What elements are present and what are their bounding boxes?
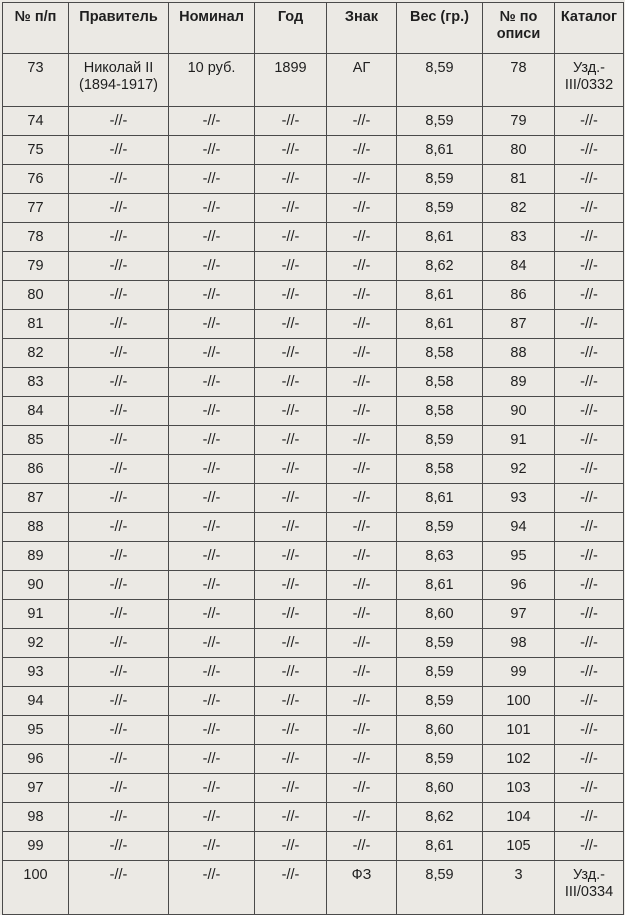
cell-col-mark: -//-	[327, 368, 397, 397]
cell-col-denomination: -//-	[169, 600, 255, 629]
cell-col-inventory-number: 102	[483, 745, 555, 774]
cell-col-ruler: -//-	[69, 310, 169, 339]
table-row	[3, 281, 624, 310]
cell-col-catalog: -//-	[555, 600, 624, 629]
cell-col-weight: 8,59	[397, 426, 483, 455]
header-col-weight: Вес (гр.)	[397, 3, 483, 54]
header-col-inventory-number: № по описи	[483, 3, 555, 54]
cell-col-catalog: -//-	[555, 571, 624, 600]
cell-col-ruler: -//-	[69, 397, 169, 426]
cell-col-inventory-number: 78	[483, 54, 555, 107]
table-row	[3, 571, 624, 600]
cell-col-number: 73	[3, 54, 69, 107]
table-row	[3, 803, 624, 832]
cell-col-mark: -//-	[327, 774, 397, 803]
table-row	[3, 54, 624, 107]
cell-col-year: -//-	[255, 397, 327, 426]
header-col-ruler: Правитель	[69, 3, 169, 54]
cell-col-denomination: -//-	[169, 339, 255, 368]
cell-col-number: 83	[3, 368, 69, 397]
cell-col-inventory-number: 103	[483, 774, 555, 803]
cell-col-weight: 8,59	[397, 658, 483, 687]
table-row	[3, 513, 624, 542]
cell-col-mark: -//-	[327, 745, 397, 774]
cell-col-year: -//-	[255, 194, 327, 223]
cell-col-weight: 8,59	[397, 687, 483, 716]
cell-col-catalog: -//-	[555, 455, 624, 484]
cell-col-mark: -//-	[327, 658, 397, 687]
cell-col-ruler: -//-	[69, 339, 169, 368]
table-row	[3, 136, 624, 165]
cell-col-number: 88	[3, 513, 69, 542]
cell-col-ruler: -//-	[69, 165, 169, 194]
cell-col-number: 93	[3, 658, 69, 687]
cell-col-denomination: -//-	[169, 397, 255, 426]
cell-col-denomination: -//-	[169, 571, 255, 600]
cell-col-inventory-number: 82	[483, 194, 555, 223]
header-col-denomination: Номинал	[169, 3, 255, 54]
cell-col-year: -//-	[255, 484, 327, 513]
cell-col-weight: 8,60	[397, 716, 483, 745]
table-body	[3, 54, 624, 915]
cell-col-inventory-number: 90	[483, 397, 555, 426]
cell-col-inventory-number: 94	[483, 513, 555, 542]
cell-col-ruler: -//-	[69, 223, 169, 252]
cell-col-inventory-number: 80	[483, 136, 555, 165]
cell-col-denomination: -//-	[169, 716, 255, 745]
cell-col-inventory-number: 87	[483, 310, 555, 339]
cell-col-mark: -//-	[327, 716, 397, 745]
cell-col-number: 89	[3, 542, 69, 571]
table-row	[3, 397, 624, 426]
cell-col-number: 79	[3, 252, 69, 281]
cell-col-mark: -//-	[327, 513, 397, 542]
cell-col-year: 1899	[255, 54, 327, 107]
cell-col-catalog: -//-	[555, 107, 624, 136]
cell-col-year: -//-	[255, 281, 327, 310]
cell-col-mark: -//-	[327, 571, 397, 600]
cell-col-number: 97	[3, 774, 69, 803]
cell-col-denomination: -//-	[169, 281, 255, 310]
cell-col-number: 76	[3, 165, 69, 194]
cell-col-weight: 8,61	[397, 310, 483, 339]
cell-col-number: 96	[3, 745, 69, 774]
cell-col-year: -//-	[255, 455, 327, 484]
cell-col-ruler: -//-	[69, 861, 169, 915]
cell-col-catalog: -//-	[555, 658, 624, 687]
cell-col-denomination: -//-	[169, 426, 255, 455]
cell-col-year: -//-	[255, 368, 327, 397]
cell-col-year: -//-	[255, 513, 327, 542]
cell-col-year: -//-	[255, 774, 327, 803]
header-col-year: Год	[255, 3, 327, 54]
cell-col-denomination: -//-	[169, 136, 255, 165]
cell-col-inventory-number: 3	[483, 861, 555, 915]
cell-col-ruler: -//-	[69, 629, 169, 658]
cell-col-denomination: 10 руб.	[169, 54, 255, 107]
cell-col-inventory-number: 81	[483, 165, 555, 194]
table-row	[3, 252, 624, 281]
cell-col-catalog: -//-	[555, 629, 624, 658]
cell-col-ruler: -//-	[69, 281, 169, 310]
cell-col-year: -//-	[255, 571, 327, 600]
cell-col-ruler: -//-	[69, 484, 169, 513]
table-row	[3, 629, 624, 658]
cell-col-ruler: Николай II (1894-1917)	[69, 54, 169, 107]
cell-col-mark: -//-	[327, 455, 397, 484]
cell-col-catalog: -//-	[555, 339, 624, 368]
cell-col-weight: 8,59	[397, 107, 483, 136]
cell-col-denomination: -//-	[169, 803, 255, 832]
table-row	[3, 107, 624, 136]
cell-col-denomination: -//-	[169, 194, 255, 223]
cell-col-catalog: -//-	[555, 194, 624, 223]
cell-col-year: -//-	[255, 716, 327, 745]
cell-col-mark: АГ	[327, 54, 397, 107]
cell-col-denomination: -//-	[169, 107, 255, 136]
cell-col-catalog: -//-	[555, 513, 624, 542]
cell-col-weight: 8,59	[397, 629, 483, 658]
cell-col-number: 94	[3, 687, 69, 716]
cell-col-year: -//-	[255, 426, 327, 455]
cell-col-weight: 8,62	[397, 252, 483, 281]
cell-col-ruler: -//-	[69, 658, 169, 687]
cell-col-year: -//-	[255, 687, 327, 716]
cell-col-year: -//-	[255, 223, 327, 252]
cell-col-year: -//-	[255, 136, 327, 165]
cell-col-mark: -//-	[327, 107, 397, 136]
cell-col-year: -//-	[255, 339, 327, 368]
cell-col-inventory-number: 92	[483, 455, 555, 484]
cell-col-number: 98	[3, 803, 69, 832]
table-row	[3, 310, 624, 339]
header-col-catalog: Каталог	[555, 3, 624, 54]
table-row	[3, 339, 624, 368]
cell-col-weight: 8,61	[397, 223, 483, 252]
cell-col-denomination: -//-	[169, 832, 255, 861]
cell-col-catalog: -//-	[555, 745, 624, 774]
cell-col-weight: 8,59	[397, 54, 483, 107]
cell-col-number: 95	[3, 716, 69, 745]
cell-col-ruler: -//-	[69, 716, 169, 745]
cell-col-catalog: -//-	[555, 426, 624, 455]
cell-col-ruler: -//-	[69, 252, 169, 281]
table-row	[3, 484, 624, 513]
cell-col-inventory-number: 86	[483, 281, 555, 310]
table-row	[3, 600, 624, 629]
cell-col-ruler: -//-	[69, 542, 169, 571]
table-row	[3, 716, 624, 745]
cell-col-denomination: -//-	[169, 368, 255, 397]
table-row	[3, 687, 624, 716]
cell-col-number: 99	[3, 832, 69, 861]
cell-col-denomination: -//-	[169, 861, 255, 915]
cell-col-year: -//-	[255, 252, 327, 281]
cell-col-catalog: -//-	[555, 542, 624, 571]
cell-col-inventory-number: 100	[483, 687, 555, 716]
cell-col-inventory-number: 93	[483, 484, 555, 513]
header-col-number: № п/п	[3, 3, 69, 54]
cell-col-mark: -//-	[327, 832, 397, 861]
cell-col-denomination: -//-	[169, 513, 255, 542]
cell-col-weight: 8,61	[397, 484, 483, 513]
cell-col-mark: -//-	[327, 339, 397, 368]
cell-col-weight: 8,58	[397, 397, 483, 426]
cell-col-weight: 8,63	[397, 542, 483, 571]
cell-col-weight: 8,60	[397, 774, 483, 803]
cell-col-mark: -//-	[327, 397, 397, 426]
cell-col-denomination: -//-	[169, 629, 255, 658]
cell-col-inventory-number: 105	[483, 832, 555, 861]
cell-col-year: -//-	[255, 542, 327, 571]
cell-col-number: 90	[3, 571, 69, 600]
cell-col-inventory-number: 83	[483, 223, 555, 252]
table-row	[3, 832, 624, 861]
cell-col-weight: 8,58	[397, 455, 483, 484]
cell-col-mark: ФЗ	[327, 861, 397, 915]
table-row	[3, 223, 624, 252]
cell-col-weight: 8,59	[397, 513, 483, 542]
cell-col-inventory-number: 99	[483, 658, 555, 687]
cell-col-weight: 8,59	[397, 165, 483, 194]
cell-col-inventory-number: 96	[483, 571, 555, 600]
cell-col-ruler: -//-	[69, 774, 169, 803]
cell-col-ruler: -//-	[69, 455, 169, 484]
cell-col-inventory-number: 98	[483, 629, 555, 658]
cell-col-weight: 8,61	[397, 832, 483, 861]
cell-col-year: -//-	[255, 832, 327, 861]
cell-col-catalog: -//-	[555, 281, 624, 310]
cell-col-mark: -//-	[327, 542, 397, 571]
cell-col-ruler: -//-	[69, 745, 169, 774]
cell-col-weight: 8,60	[397, 600, 483, 629]
cell-col-mark: -//-	[327, 687, 397, 716]
coin-inventory-table	[2, 2, 624, 915]
cell-col-mark: -//-	[327, 252, 397, 281]
cell-col-year: -//-	[255, 600, 327, 629]
cell-col-catalog: -//-	[555, 310, 624, 339]
cell-col-catalog: -//-	[555, 716, 624, 745]
cell-col-number: 80	[3, 281, 69, 310]
cell-col-inventory-number: 95	[483, 542, 555, 571]
cell-col-year: -//-	[255, 107, 327, 136]
cell-col-inventory-number: 84	[483, 252, 555, 281]
header-col-mark: Знак	[327, 3, 397, 54]
cell-col-mark: -//-	[327, 136, 397, 165]
cell-col-denomination: -//-	[169, 252, 255, 281]
cell-col-ruler: -//-	[69, 107, 169, 136]
cell-col-number: 86	[3, 455, 69, 484]
table-row	[3, 774, 624, 803]
cell-col-inventory-number: 91	[483, 426, 555, 455]
cell-col-denomination: -//-	[169, 310, 255, 339]
cell-col-catalog: -//-	[555, 687, 624, 716]
cell-col-denomination: -//-	[169, 455, 255, 484]
cell-col-mark: -//-	[327, 281, 397, 310]
cell-col-number: 85	[3, 426, 69, 455]
cell-col-number: 84	[3, 397, 69, 426]
cell-col-inventory-number: 104	[483, 803, 555, 832]
table-row	[3, 165, 624, 194]
cell-col-number: 78	[3, 223, 69, 252]
cell-col-year: -//-	[255, 803, 327, 832]
cell-col-denomination: -//-	[169, 484, 255, 513]
cell-col-catalog: -//-	[555, 165, 624, 194]
cell-col-year: -//-	[255, 861, 327, 915]
cell-col-ruler: -//-	[69, 136, 169, 165]
table-row	[3, 426, 624, 455]
cell-col-year: -//-	[255, 745, 327, 774]
cell-col-catalog: Узд.- III/0334	[555, 861, 624, 915]
cell-col-weight: 8,62	[397, 803, 483, 832]
table-row	[3, 542, 624, 571]
cell-col-denomination: -//-	[169, 658, 255, 687]
cell-col-inventory-number: 101	[483, 716, 555, 745]
cell-col-weight: 8,59	[397, 194, 483, 223]
cell-col-number: 81	[3, 310, 69, 339]
cell-col-weight: 8,59	[397, 861, 483, 915]
cell-col-catalog: -//-	[555, 136, 624, 165]
cell-col-mark: -//-	[327, 165, 397, 194]
table-row	[3, 455, 624, 484]
cell-col-weight: 8,59	[397, 745, 483, 774]
cell-col-number: 77	[3, 194, 69, 223]
cell-col-mark: -//-	[327, 194, 397, 223]
cell-col-inventory-number: 88	[483, 339, 555, 368]
cell-col-mark: -//-	[327, 803, 397, 832]
cell-col-year: -//-	[255, 165, 327, 194]
cell-col-ruler: -//-	[69, 513, 169, 542]
cell-col-number: 87	[3, 484, 69, 513]
cell-col-denomination: -//-	[169, 542, 255, 571]
cell-col-weight: 8,58	[397, 368, 483, 397]
cell-col-denomination: -//-	[169, 687, 255, 716]
cell-col-denomination: -//-	[169, 223, 255, 252]
cell-col-denomination: -//-	[169, 745, 255, 774]
cell-col-inventory-number: 79	[483, 107, 555, 136]
cell-col-ruler: -//-	[69, 687, 169, 716]
cell-col-weight: 8,61	[397, 281, 483, 310]
cell-col-number: 91	[3, 600, 69, 629]
cell-col-ruler: -//-	[69, 194, 169, 223]
cell-col-catalog: -//-	[555, 484, 624, 513]
cell-col-catalog: -//-	[555, 223, 624, 252]
table-header-row	[3, 3, 624, 54]
cell-col-year: -//-	[255, 310, 327, 339]
cell-col-number: 75	[3, 136, 69, 165]
cell-col-inventory-number: 89	[483, 368, 555, 397]
cell-col-catalog: -//-	[555, 832, 624, 861]
table-row	[3, 194, 624, 223]
cell-col-ruler: -//-	[69, 600, 169, 629]
cell-col-catalog: -//-	[555, 803, 624, 832]
cell-col-number: 82	[3, 339, 69, 368]
cell-col-number: 100	[3, 861, 69, 915]
table-row	[3, 658, 624, 687]
cell-col-year: -//-	[255, 658, 327, 687]
cell-col-denomination: -//-	[169, 774, 255, 803]
cell-col-weight: 8,61	[397, 136, 483, 165]
cell-col-inventory-number: 97	[483, 600, 555, 629]
cell-col-weight: 8,58	[397, 339, 483, 368]
cell-col-weight: 8,61	[397, 571, 483, 600]
cell-col-number: 92	[3, 629, 69, 658]
cell-col-number: 74	[3, 107, 69, 136]
cell-col-ruler: -//-	[69, 571, 169, 600]
cell-col-catalog: -//-	[555, 252, 624, 281]
cell-col-ruler: -//-	[69, 832, 169, 861]
cell-col-catalog: Узд.- III/0332	[555, 54, 624, 107]
cell-col-catalog: -//-	[555, 774, 624, 803]
cell-col-mark: -//-	[327, 484, 397, 513]
table-row	[3, 368, 624, 397]
cell-col-ruler: -//-	[69, 368, 169, 397]
cell-col-denomination: -//-	[169, 165, 255, 194]
cell-col-ruler: -//-	[69, 803, 169, 832]
cell-col-mark: -//-	[327, 600, 397, 629]
table-row	[3, 745, 624, 774]
table-row	[3, 861, 624, 915]
cell-col-catalog: -//-	[555, 368, 624, 397]
cell-col-mark: -//-	[327, 223, 397, 252]
cell-col-catalog: -//-	[555, 397, 624, 426]
cell-col-ruler: -//-	[69, 426, 169, 455]
cell-col-year: -//-	[255, 629, 327, 658]
cell-col-mark: -//-	[327, 310, 397, 339]
cell-col-mark: -//-	[327, 426, 397, 455]
cell-col-mark: -//-	[327, 629, 397, 658]
